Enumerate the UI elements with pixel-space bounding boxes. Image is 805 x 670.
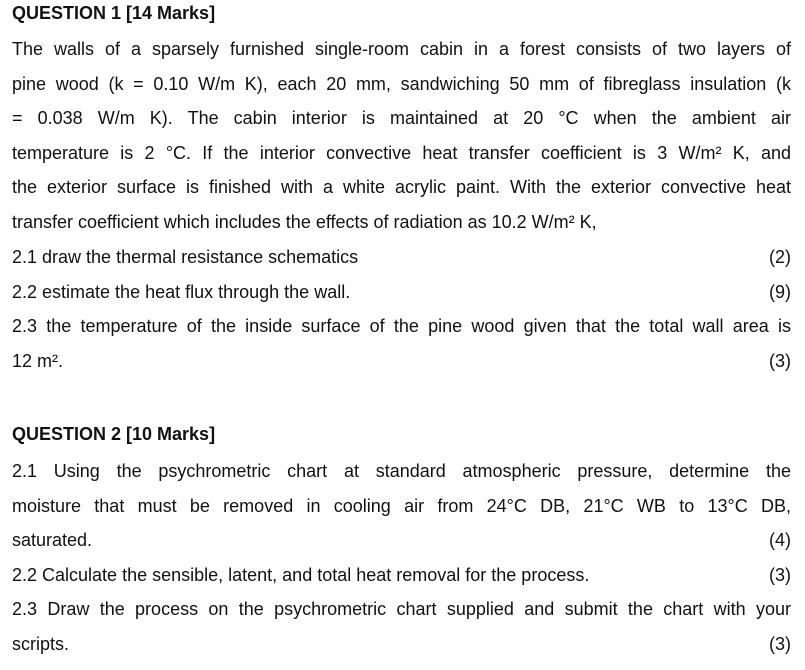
q1-item-2-3 <box>12 309 791 378</box>
question-1-heading: QUESTION 1 [14 Marks] <box>12 3 216 23</box>
q1-item-2-1-text: 2.1 draw the thermal resistance schematics <box>12 247 359 267</box>
q1-item-2-2 <box>12 275 791 310</box>
q1-line-3: = 0.038 W/m K). The cabin interior is maintained at 20 °C when the ambient air <box>12 108 791 129</box>
q2-item-2-1-line-1: 2.1 Using the psychrometric chart at standard atmospheric pressure, determine the <box>12 461 791 481</box>
q1-item-2-3-line-1: 2.3 the temperature of the inside surface of the pine wood given that the total wall area is <box>12 316 791 336</box>
q1-item-2-2-text: 2.2 estimate the heat flux through the wall. <box>12 282 351 302</box>
q2-item-2-1-line-2: moisture that must be removed in cooling air from 24°C DB, 21°C WB to 13°C DB, <box>12 495 791 516</box>
q1-item-2-1-marks: (2) <box>769 247 791 267</box>
q2-item-2-3-line-1: 2.3 Draw the process on the psychrometric chart supplied and submit the chart with your <box>12 599 791 619</box>
q1-line-1: The walls of a sparsely furnished single-room cabin in a forest consists of two layers of <box>12 39 791 59</box>
q2-item-2-3 <box>12 592 791 661</box>
q1-line-2: pine wood (k = 0.10 W/m K), each 20 mm, sandwiching 50 mm of fibreglass insulation (k <box>12 73 791 94</box>
q2-item-2-1 <box>12 454 791 558</box>
q2-item-2-1-marks: (4) <box>769 530 791 551</box>
q1-item-2-1 <box>12 240 791 275</box>
q1-line-4: temperature is 2 °C. If the interior convective heat transfer coefficient is 3 W/m² K, and <box>12 142 791 163</box>
question-2-heading: QUESTION 2 [10 Marks] <box>12 424 216 444</box>
q1-item-2-3-marks: (3) <box>769 350 791 371</box>
q2-item-2-2 <box>12 558 791 593</box>
q2-item-2-3-marks: (3) <box>769 633 791 654</box>
q2-item-2-3-line-2: scripts. <box>12 633 70 654</box>
q1-line-5: the exterior surface is finished with a white acrylic paint. With the exterior convective heat <box>12 177 791 198</box>
q2-item-2-1-line-3: saturated. <box>12 530 93 551</box>
q2-item-2-2-text: 2.2 Calculate the sensible, latent, and total heat removal for the process. <box>12 565 590 585</box>
q1-item-2-3-line-2: 12 m². <box>12 350 64 371</box>
q2-item-2-2-marks: (3) <box>769 565 791 585</box>
q1-line-6: transfer coefficient which includes the effects of radiation as 10.2 W/m² K, <box>12 211 597 232</box>
question-1-body <box>12 32 791 240</box>
q1-item-2-2-marks: (9) <box>769 282 791 302</box>
